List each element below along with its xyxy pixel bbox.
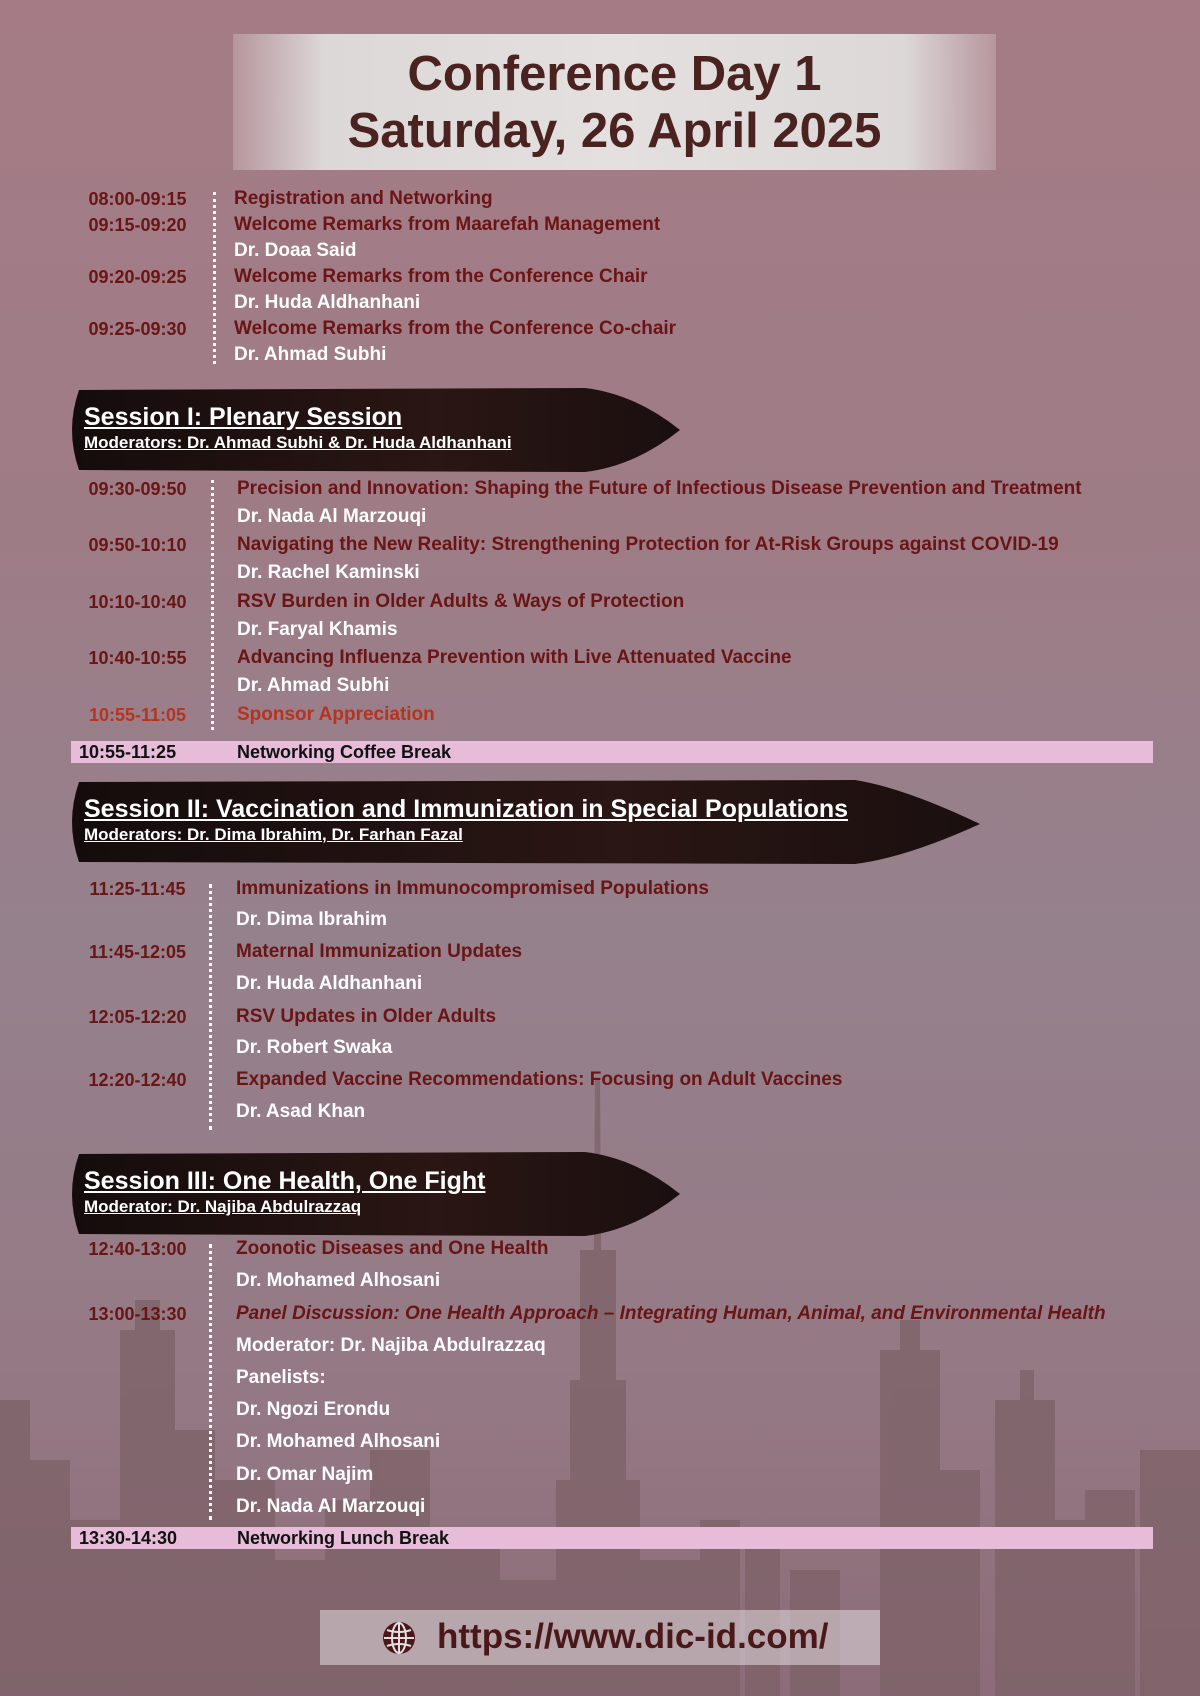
agenda-item [0,1067,1200,1093]
session-title: Session I: Plenary Session [84,403,403,431]
agenda-time: 09:20-09:25 [88,267,187,287]
agenda-item [0,532,1200,558]
panelist: Dr. Ngozi Erondu [236,1399,391,1420]
agenda-speaker: Dr. Dima Ibrahim [236,909,387,930]
agenda-speaker: Dr. Ahmad Subhi [237,675,390,696]
agenda-item [0,876,1200,902]
agenda-speaker: Dr. Huda Aldhanhani [236,973,423,994]
agenda-time: 08:00-09:15 [88,189,187,209]
agenda-time: 12:20-12:40 [88,1070,187,1090]
agenda-time: 10:10-10:40 [88,592,187,612]
agenda-title: Welcome Remarks from the Conference Chair [234,266,648,287]
agenda-speaker-row [0,971,1200,997]
agenda-item [0,264,1200,290]
agenda-title: Welcome Remarks from the Conference Co-chair [234,318,677,339]
agenda-title: Sponsor Appreciation [237,704,435,725]
session-title: Session II: Vaccination and Immunization in Special Populations [84,795,849,823]
panelist: Dr. Omar Najim [236,1464,374,1485]
session-moderators: Moderators: Dr. Ahmad Subhi & Dr. Huda Aldhanhani [84,433,512,452]
agenda-time: 10:55-11:05 [88,705,187,725]
agenda-time: 11:45-12:05 [88,942,187,962]
agenda-item [0,1236,1200,1262]
agenda-item [0,939,1200,965]
agenda-speaker: Dr. Doaa Said [234,240,357,261]
agenda-speaker-row [0,1429,1200,1455]
agenda-item [0,186,1200,212]
session-banner [65,778,985,868]
agenda-speaker: Dr. Rachel Kaminski [237,562,420,583]
agenda-speaker-row [0,617,1200,643]
break-bar [71,741,1153,763]
agenda-item [0,212,1200,238]
agenda-item [0,589,1200,615]
agenda-speaker-row [0,1035,1200,1061]
agenda-speaker-row [0,673,1200,699]
agenda-speaker-row [0,560,1200,586]
agenda-item [0,316,1200,342]
agenda-item [0,645,1200,671]
agenda-time: 12:40-13:00 [88,1239,187,1259]
agenda-speaker: Dr. Asad Khan [236,1101,366,1122]
session-moderators: Moderator: Dr. Najiba Abdulrazzaq [84,1197,362,1216]
agenda-speaker-row [0,238,1200,264]
agenda-speaker-row [0,1365,1200,1391]
agenda-speaker-row [0,1099,1200,1125]
panel-moderator: Moderator: Dr. Najiba Abdulrazzaq [236,1335,546,1356]
agenda-speaker-row [0,290,1200,316]
agenda-title: Precision and Innovation: Shaping the Future of Infectious Disease Prevention and Treatment [237,478,1082,499]
agenda-speaker-row [0,342,1200,368]
agenda-time: 09:30-09:50 [88,479,187,499]
agenda-title: RSV Updates in Older Adults [236,1006,497,1027]
agenda-title: Immunizations in Immunocompromised Populations [236,878,709,899]
website-link[interactable]: https://www.dic-id.com/ [437,1617,829,1656]
agenda-speaker-row [0,504,1200,530]
agenda-speaker-row [0,907,1200,933]
break-time: 10:55-11:25 [79,742,177,762]
agenda-speaker-row [0,1333,1200,1359]
break-label: Networking Lunch Break [237,1528,450,1548]
agenda-time: 09:25-09:30 [88,319,187,339]
agenda-speaker: Dr. Robert Swaka [236,1037,393,1058]
agenda-speaker: Dr. Ahmad Subhi [234,344,387,365]
agenda-speaker-row [0,1397,1200,1423]
agenda-time: 11:25-11:45 [89,879,186,899]
session-title: Session III: One Health, One Fight [84,1167,486,1195]
title-banner [233,34,996,170]
agenda-title: Panel Discussion: One Health Approach – Integrating Human, Animal, and Environmental Health [236,1303,1106,1324]
agenda-speaker: Dr. Nada Al Marzouqi [237,506,427,527]
agenda-time: 09:15-09:20 [88,215,187,235]
panelist: Dr. Nada Al Marzouqi [236,1496,426,1517]
agenda-time: 12:05-12:20 [88,1007,187,1027]
session-banner [65,1150,985,1240]
agenda-title: Welcome Remarks from Maarefah Management [234,214,661,235]
panelist: Dr. Mohamed Alhosani [236,1431,441,1452]
break-time: 13:30-14:30 [79,1528,178,1548]
agenda-item [0,476,1200,502]
page-title: Conference Day 1 [407,47,822,101]
session-banner [65,386,985,476]
agenda-speaker: Dr. Mohamed Alhosani [236,1270,441,1291]
agenda-time: 10:40-10:55 [88,648,187,668]
agenda-title: Maternal Immunization Updates [236,941,523,962]
agenda-time: 09:50-10:10 [88,535,187,555]
agenda-speaker: Dr. Huda Aldhanhani [234,292,421,313]
agenda-title: Navigating the New Reality: Strengthening Protection for At-Risk Groups against COVID-19 [237,534,1059,555]
agenda-speaker-row [0,1268,1200,1294]
agenda-item [0,1004,1200,1030]
break-label: Networking Coffee Break [237,742,452,762]
break-bar [71,1527,1153,1549]
website-footer [320,1610,880,1665]
agenda-speaker: Dr. Faryal Khamis [237,619,398,640]
agenda-speaker-row [0,1494,1200,1520]
agenda-title: Zoonotic Diseases and One Health [236,1238,549,1259]
agenda-title: Registration and Networking [234,188,493,209]
page-date: Saturday, 26 April 2025 [347,104,882,158]
agenda-item [0,702,1200,728]
globe-icon [381,1620,417,1656]
agenda-item [0,1301,1200,1327]
agenda-title: RSV Burden in Older Adults & Ways of Protection [237,591,685,612]
agenda-speaker-row [0,1462,1200,1488]
agenda-title: Expanded Vaccine Recommendations: Focusing on Adult Vaccines [236,1069,843,1090]
agenda-time: 13:00-13:30 [88,1304,187,1324]
panelists-label: Panelists: [236,1367,326,1388]
agenda-title: Advancing Influenza Prevention with Live Attenuated Vaccine [237,647,792,668]
session-moderators: Moderators: Dr. Dima Ibrahim, Dr. Farhan Fazal [84,825,463,844]
